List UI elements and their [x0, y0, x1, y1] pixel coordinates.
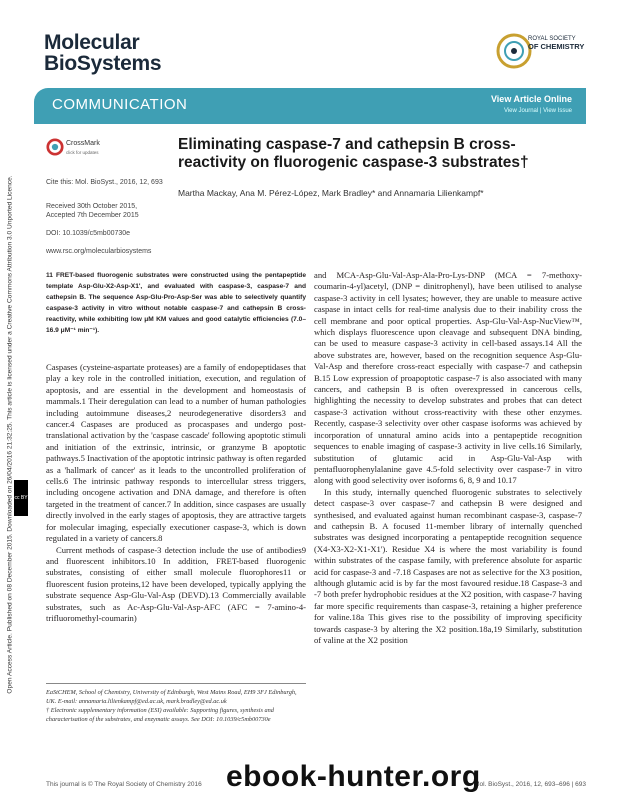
- journal-title: [44, 32, 161, 74]
- doi[interactable]: DOI: 10.1039/c5mb00730e: [46, 230, 131, 237]
- body-paragraph: and MCA-Asp-Glu-Val-Asp-Ala-Pro-Lys-DNP (MCA = 7-methoxy-coumarin-4-yl)acetyl, (DNP = dinitrophenyl), have been utilised to analyse caspase-3 activity in cell lysates; however, they are unable to measure active caspase in intact cells for real-time analysis due to their inability cross the cell membrane and poor optical properties. Asp-Glu-Val-Asp-NucView™, which displays fluorescence upon cleavage and subsequent DNA binding, can be used to measure caspase-3 activity in cell-based assays.14 All the above substrates are, however, based on the recognition sequence Asp-Glu-Val-Asp and therefore cross-react especially with caspase-7 and cathepsin B.15 Low expression of proapoptotic caspase-7 is also associated with many cancers, and cathepsin B is often overexpressed in cancerous cells, highlighting the necessity to develop substrates and probes that can detect caspase-3 activation without cross-reactivity with these other enzymes. Recently, caspase-3 selectivity over other caspase isoforms was achieved by incorporation of unnatural amino acids into a pentapeptide recognition sequences to enable imaging of caspase-3 activity in live cells.16 Similarly, substitution of glutamic acid in Asp-Glu-Val-Asp with pentafluorophenylalanine gave 4.5-fold selectivity over caspase-7 in vitro along with good selectivity over isoforms 6, 8, 9 and 10.17: [314, 270, 582, 486]
- crossmark-icon[interactable]: [46, 138, 64, 156]
- authors: Martha Mackay, Ana M. Pérez-López, Mark Bradley* and Annamaria Lilienkampf*: [178, 188, 484, 198]
- crossmark-label[interactable]: CrossMark: [66, 140, 100, 147]
- article-title: Eliminating caspase-7 and cathepsin B cross-reactivity on fluorogenic caspase-3 substrates†: [178, 136, 529, 171]
- publisher-line1: ROYAL SOCIETY: [528, 36, 576, 42]
- footnote-divider: [46, 683, 306, 684]
- abstract: 11 FRET-based fluorogenic substrates were constructed using the pentapeptide template Asp-Glu-X2-Asp-X1', and evaluated with caspase-3, caspase-7 and cathepsin B. The sequence Asp-Glu-Pro-Asp-Ser was able to selectively quantify caspase-3 activity in vitro without notable caspase-7 and cathepsin B cross-reactivity, while exhibiting low μM KM values and good catalytic efficiencies (7.0–16.9 μM⁻¹ min⁻¹).: [46, 272, 306, 334]
- footer-copyright: This journal is © The Royal Society of Chemistry 2016: [46, 781, 202, 788]
- open-access-notice: Open Access Article. Published on 08 December 2015. Downloaded on 26/04/2016 21:32:25. This article is licensed under a Creative Commons Attribution 3.0 Unported Licence.: [6, 175, 14, 694]
- body-paragraph: Current methods of caspase-3 detection include the use of antibodies9 and fluorescent inhibitors.10 In addition, FRET-based fluorogenic substrates, consisting of either small molecule fluorophores11 or fluorescent fusion proteins,12 have been developed, typically applying the substrate sequence Asp-Glu-Val-Asp (DEVD).13 Commercially available substrates, such as Ac-Asp-Glu-Val-Asp-AFC (AFC = 7-amino-4-trifluoromethyl-coumarin): [46, 544, 306, 623]
- received-date: Received 30th October 2015,: [46, 203, 138, 210]
- journal-url[interactable]: www.rsc.org/molecularbiosystems: [46, 248, 152, 255]
- journal-title-line2: BioSystems: [44, 52, 162, 75]
- journal-title-line1: Molecular: [44, 31, 140, 54]
- footer-citation: Mol. BioSyst., 2016, 12, 693–696 | 693: [474, 781, 586, 788]
- body-paragraph: Caspases (cysteine-aspartate proteases) are a family of endopeptidases that play a key role in the controlled initiation, execution, and regulation of apoptosis, and are essential in the development and homeostasis of mammals.1 Their deregulation can lead to a number of human pathologies including autoimmune diseases,2 neurodegenerative disorders3 and cancer.4 Caspases are produced as procaspases and undergo post-translational activation by the 'caspase cascade' following apoptotic stimuli and initiation of the extrinsic, intrinsic, or granzyme B apoptotic pathways.5 Inactivation of the apoptotic intrinsic pathway is often regarded as a 'hallmark of cancer' as it leads to the uncontrolled proliferation of cells.6 The intrinsic pathway responds to intercellular stress triggers, including oncogene activation and DNA damage, and therefore is often targeted in the treatment of cancer.7 In addition, since caspases are usually directly involved in the early stages of apoptosis, they are attractive targets for molecular imaging, especially executioner caspase-3, which is down regulated in a variety of cancers.8: [46, 362, 306, 544]
- rsc-logo: [496, 22, 586, 80]
- cc-license-badge[interactable]: cc BY: [14, 480, 28, 516]
- footnotes: EaStCHEM, School of Chemistry, University of Edinburgh, West Mains Road, EH9 3FJ Edinburgh, UK. E-mail: annamaria.lilienkampf@ed.ac.uk, mark.bradley@ed.ac.uk † Electronic supplementary information (ESI) available: Supporting figures, synthesis and characterisation of the substrates, and enzymatic assays. See DOI: 10.1039/c5mb00730e: [46, 689, 297, 723]
- publisher-line2: OF CHEMISTRY: [528, 42, 585, 51]
- view-journal-issue-links[interactable]: View Journal | View Issue: [503, 108, 572, 114]
- body-left-column: [46, 362, 306, 624]
- publisher-name: [528, 36, 590, 50]
- crossmark-sub[interactable]: click for updates: [66, 150, 99, 155]
- body-paragraph: In this study, internally quenched fluorogenic substrates to selectively detect caspase-3 over caspase-7 and cathepsin B were designed and synthesised, and evaluated against human recombinant caspase-3, caspase-7 and cathepsin B. A focused 11-member library of internally quenched substrates was designed incorporating a pentapeptide recognition sequence (X4-X3-X2-X1-X1'). Residue X4 is where the most variability is found within substrates of the caspase family, with preference absolute for aspartic acid for caspase-3 and -7.18 Caspases are not as selective for the X3 position, although glutamic acid is by far the most favoured residue.18 Caspase-3 and -7 both prefer hydrophobic residues at the X2 position, with caspase-7 having far more specific requirements than caspase-3, retaining a higher preference for valine.18a This gives rise to the possibility of improving specificity towards caspase-3 by altering the X2 position.18a,19 Similarly, substitution of valine at the X2 position: [314, 486, 582, 645]
- article-type-banner: [34, 88, 586, 124]
- accepted-date: Accepted 7th December 2015: [46, 212, 139, 219]
- citation: Cite this: Mol. BioSyst., 2016, 12, 693: [46, 179, 163, 186]
- watermark: ebook-hunter.org: [226, 760, 481, 793]
- body-right-column: [314, 270, 582, 646]
- article-type-label: COMMUNICATION: [52, 96, 188, 113]
- view-article-online-link[interactable]: View Article Online: [490, 94, 572, 104]
